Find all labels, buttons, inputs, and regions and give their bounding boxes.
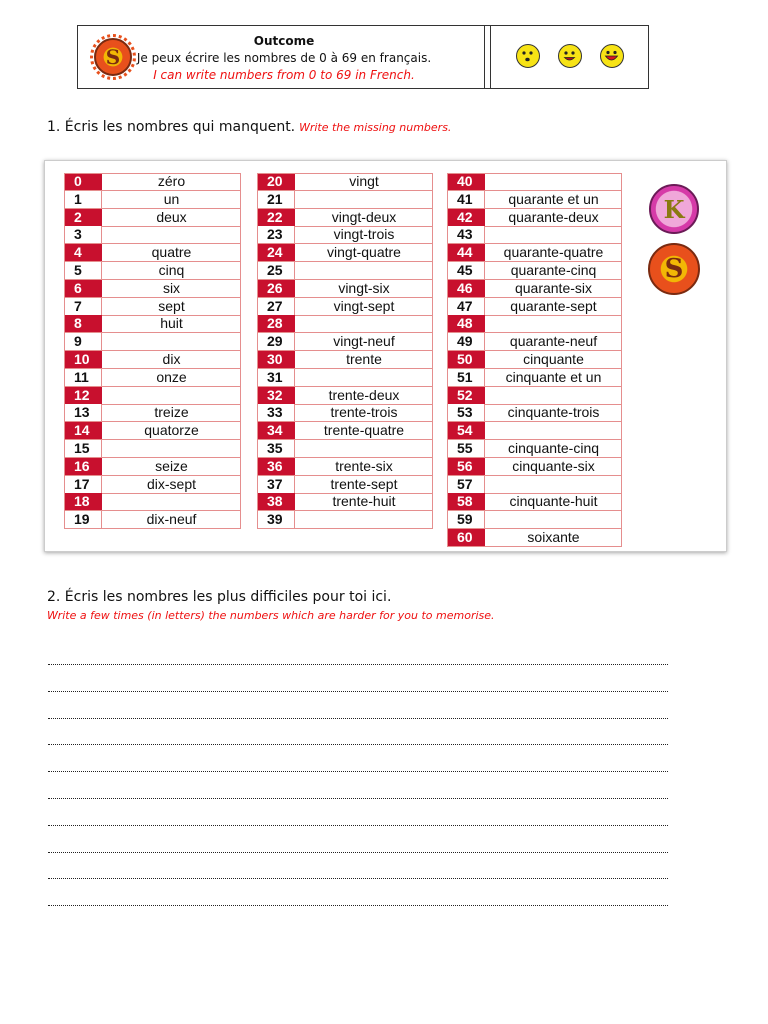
number-row <box>447 369 622 387</box>
number-digit: 40 <box>447 173 485 190</box>
number-digit: 20 <box>257 173 295 190</box>
number-digit: 11 <box>64 369 102 386</box>
number-row <box>447 387 622 405</box>
writing-line[interactable] <box>48 744 668 745</box>
writing-line[interactable] <box>48 771 668 772</box>
number-row <box>257 209 433 227</box>
number-word-blank[interactable] <box>485 315 622 332</box>
number-digit: 52 <box>447 387 485 404</box>
number-digit: 16 <box>64 458 102 475</box>
number-word: quarante-neuf <box>509 333 598 350</box>
number-digit: 4 <box>64 244 102 261</box>
number-digit: 51 <box>447 369 485 386</box>
number-digit: 13 <box>64 404 102 421</box>
number-row <box>257 280 433 298</box>
number-digit: 1 <box>64 191 102 208</box>
number-digit: 57 <box>447 476 485 493</box>
number-row <box>64 226 241 244</box>
number-word: vingt-sept <box>333 297 395 314</box>
outcome-divider <box>490 26 491 88</box>
number-word: trente-trois <box>330 404 398 421</box>
question-1-heading <box>47 119 451 135</box>
number-digit: 14 <box>64 422 102 439</box>
number-digit: 34 <box>257 422 295 439</box>
number-digit: 55 <box>447 440 485 457</box>
number-digit: 29 <box>257 333 295 350</box>
number-digit: 38 <box>257 493 295 510</box>
outcome-text-en: I can write numbers from 0 to 69 in French. <box>153 68 415 82</box>
number-word: quarante et un <box>508 190 599 207</box>
question-1-translation: Write the missing numbers. <box>299 121 452 134</box>
number-digit: 48 <box>447 315 485 332</box>
number-digit: 54 <box>447 422 485 439</box>
number-row <box>64 369 241 387</box>
number-row <box>64 298 241 316</box>
number-row <box>447 191 622 209</box>
question-2-translation: Write a few times (in letters) the numbers which are harder for you to memorise. <box>47 609 495 622</box>
number-row <box>257 315 433 333</box>
writing-line[interactable] <box>48 878 668 879</box>
number-word: cinquante et un <box>505 368 602 385</box>
number-word-blank[interactable] <box>485 226 622 243</box>
number-row <box>257 351 433 369</box>
number-digit: 27 <box>257 298 295 315</box>
number-digit: 28 <box>257 315 295 332</box>
number-word-blank[interactable] <box>295 315 433 332</box>
number-digit: 32 <box>257 387 295 404</box>
number-digit: 41 <box>447 191 485 208</box>
number-word: cinquante-trois <box>507 404 600 421</box>
number-digit: 43 <box>447 226 485 243</box>
number-row <box>257 262 433 280</box>
number-digit: 36 <box>257 458 295 475</box>
number-word: quarante-six <box>514 279 593 296</box>
number-row <box>447 244 622 262</box>
number-word: onze <box>156 368 187 385</box>
numbers-column-20-39 <box>257 173 433 529</box>
number-row <box>257 511 433 529</box>
number-row <box>257 422 433 440</box>
number-digit: 60 <box>447 529 485 546</box>
number-word-blank[interactable] <box>295 440 433 457</box>
number-word: seize <box>155 457 188 474</box>
question-1-label: 1. Écris les nombres qui manquent. <box>47 119 296 135</box>
number-row <box>257 226 433 244</box>
badge-letter: S <box>105 45 121 69</box>
writing-line[interactable] <box>48 691 668 692</box>
number-word: vingt-quatre <box>327 244 401 261</box>
number-row <box>257 493 433 511</box>
number-row <box>257 191 433 209</box>
number-digit: 5 <box>64 262 102 279</box>
laughing-face-icon[interactable] <box>600 44 624 68</box>
number-word: un <box>163 190 180 207</box>
number-row <box>64 476 241 494</box>
number-digit: 24 <box>257 244 295 261</box>
number-row <box>257 476 433 494</box>
number-word: cinquante <box>523 351 584 367</box>
number-row <box>447 262 622 280</box>
neutral-face-icon[interactable] <box>516 44 540 68</box>
number-row <box>257 404 433 422</box>
number-word: vingt-deux <box>331 208 397 225</box>
numbers-column-40-60 <box>447 173 622 547</box>
number-word: vingt-neuf <box>333 333 395 350</box>
number-digit: 39 <box>257 511 295 528</box>
number-word: deux <box>156 208 187 225</box>
number-row <box>447 280 622 298</box>
number-row <box>447 458 622 476</box>
writing-line[interactable] <box>48 905 668 906</box>
number-row <box>447 209 622 227</box>
number-digit: 7 <box>64 298 102 315</box>
number-word: zéro <box>157 173 186 189</box>
number-row <box>447 226 622 244</box>
number-row <box>64 333 241 351</box>
number-row <box>64 173 241 191</box>
number-word: dix-sept <box>146 475 197 492</box>
number-word: dix-neuf <box>146 511 197 528</box>
number-word-blank[interactable] <box>102 333 241 350</box>
number-word-blank[interactable] <box>295 262 433 279</box>
number-row <box>257 369 433 387</box>
number-row <box>64 404 241 422</box>
number-word-blank[interactable] <box>295 511 433 528</box>
number-word: cinquante-six <box>512 457 595 474</box>
smiling-face-icon[interactable] <box>558 44 582 68</box>
number-word-blank[interactable] <box>102 387 241 404</box>
number-row <box>64 440 241 458</box>
number-word: cinquante-huit <box>509 493 598 510</box>
number-word: quatre <box>151 244 192 261</box>
number-row <box>257 333 433 351</box>
s-badge-letter: S <box>664 254 684 284</box>
number-row <box>447 315 622 333</box>
number-row <box>257 298 433 316</box>
number-row <box>64 493 241 511</box>
number-digit: 17 <box>64 476 102 493</box>
number-row <box>64 422 241 440</box>
number-word-blank[interactable] <box>102 440 241 457</box>
number-digit: 45 <box>447 262 485 279</box>
number-word: six <box>162 279 181 296</box>
number-row <box>64 458 241 476</box>
number-word: soixante <box>527 529 580 545</box>
number-row <box>64 280 241 298</box>
number-word: cinq <box>158 262 185 278</box>
writing-line[interactable] <box>48 852 668 853</box>
writing-line[interactable] <box>48 825 668 826</box>
number-word: quarante-quatre <box>503 244 604 261</box>
outcome-title: Outcome <box>253 34 315 48</box>
number-digit: 49 <box>447 333 485 350</box>
number-word-blank[interactable] <box>485 173 622 190</box>
number-digit: 47 <box>447 298 485 315</box>
number-word-blank[interactable] <box>295 191 433 208</box>
number-row <box>64 315 241 333</box>
number-row <box>447 440 622 458</box>
number-word: trente-six <box>335 457 393 474</box>
number-row <box>447 476 622 494</box>
number-digit: 37 <box>257 476 295 493</box>
number-row <box>447 298 622 316</box>
number-digit: 3 <box>64 226 102 243</box>
number-row <box>447 511 622 529</box>
number-digit: 59 <box>447 511 485 528</box>
k-badge-letter: K <box>663 194 685 224</box>
number-row <box>447 493 622 511</box>
question-2-heading: 2. Écris les nombres les plus difficiles pour toi ici. <box>47 589 392 605</box>
number-row <box>257 387 433 405</box>
number-row <box>257 440 433 458</box>
numbers-column-0-19 <box>64 173 241 529</box>
number-digit: 42 <box>447 209 485 226</box>
number-word: vingt-trois <box>333 226 395 243</box>
number-word: trente <box>346 351 382 367</box>
number-word: vingt-six <box>338 279 390 296</box>
number-word: trente-deux <box>328 386 400 403</box>
number-row <box>64 262 241 280</box>
number-row <box>447 351 622 369</box>
number-digit: 9 <box>64 333 102 350</box>
number-digit: 15 <box>64 440 102 457</box>
number-row <box>257 244 433 262</box>
number-digit: 26 <box>257 280 295 297</box>
numbers-panel <box>44 160 727 552</box>
outcome-box <box>77 25 649 89</box>
number-word-blank[interactable] <box>485 422 622 439</box>
number-word: quarante-deux <box>508 208 599 225</box>
number-digit: 2 <box>64 209 102 226</box>
number-row <box>64 191 241 209</box>
number-row <box>64 244 241 262</box>
number-row <box>447 422 622 440</box>
number-word: trente-sept <box>330 475 398 492</box>
number-word-blank[interactable] <box>102 493 241 510</box>
number-word: trente-huit <box>332 493 396 510</box>
number-word: dix <box>162 351 181 367</box>
number-digit: 53 <box>447 404 485 421</box>
number-row <box>64 209 241 227</box>
number-digit: 12 <box>64 387 102 404</box>
outcome-text-fr: Je peux écrire les nombres de 0 à 69 en français. <box>136 51 432 65</box>
number-digit: 35 <box>257 440 295 457</box>
number-word-blank[interactable] <box>102 226 241 243</box>
number-row <box>447 529 622 547</box>
number-word: vingt <box>349 173 379 189</box>
number-digit: 25 <box>257 262 295 279</box>
number-digit: 46 <box>447 280 485 297</box>
number-word: sept <box>158 297 185 314</box>
number-word-blank[interactable] <box>485 387 622 404</box>
number-row <box>257 458 433 476</box>
number-word: quarante-cinq <box>510 262 597 278</box>
number-digit: 21 <box>257 191 295 208</box>
writing-line[interactable] <box>48 798 668 799</box>
writing-line[interactable] <box>48 718 668 719</box>
number-word: quatorze <box>144 422 199 439</box>
number-word: cinquante-cinq <box>507 440 600 456</box>
number-digit: 10 <box>64 351 102 368</box>
number-digit: 6 <box>64 280 102 297</box>
knowledge-k-badge-icon <box>649 184 699 234</box>
number-row <box>447 404 622 422</box>
writing-line[interactable] <box>48 664 668 665</box>
number-word: trente-quatre <box>323 422 405 439</box>
number-digit: 22 <box>257 209 295 226</box>
number-row <box>447 173 622 191</box>
number-row <box>64 511 241 529</box>
number-word-blank[interactable] <box>485 476 622 493</box>
number-row <box>447 333 622 351</box>
number-row <box>64 351 241 369</box>
number-digit: 31 <box>257 369 295 386</box>
outcome-divider <box>484 26 485 88</box>
number-digit: 44 <box>447 244 485 261</box>
number-word-blank[interactable] <box>485 511 622 528</box>
number-digit: 8 <box>64 315 102 332</box>
number-digit: 56 <box>447 458 485 475</box>
number-row <box>257 173 433 191</box>
number-digit: 50 <box>447 351 485 368</box>
number-word: huit <box>160 315 183 332</box>
number-word-blank[interactable] <box>295 369 433 386</box>
number-digit: 19 <box>64 511 102 528</box>
skill-gear-badge-icon <box>648 243 700 295</box>
number-digit: 23 <box>257 226 295 243</box>
number-digit: 33 <box>257 404 295 421</box>
number-digit: 0 <box>64 173 102 190</box>
number-digit: 58 <box>447 493 485 510</box>
number-digit: 18 <box>64 493 102 510</box>
number-word: quarante-sept <box>510 297 597 314</box>
number-digit: 30 <box>257 351 295 368</box>
number-row <box>64 387 241 405</box>
number-word: treize <box>154 404 189 421</box>
